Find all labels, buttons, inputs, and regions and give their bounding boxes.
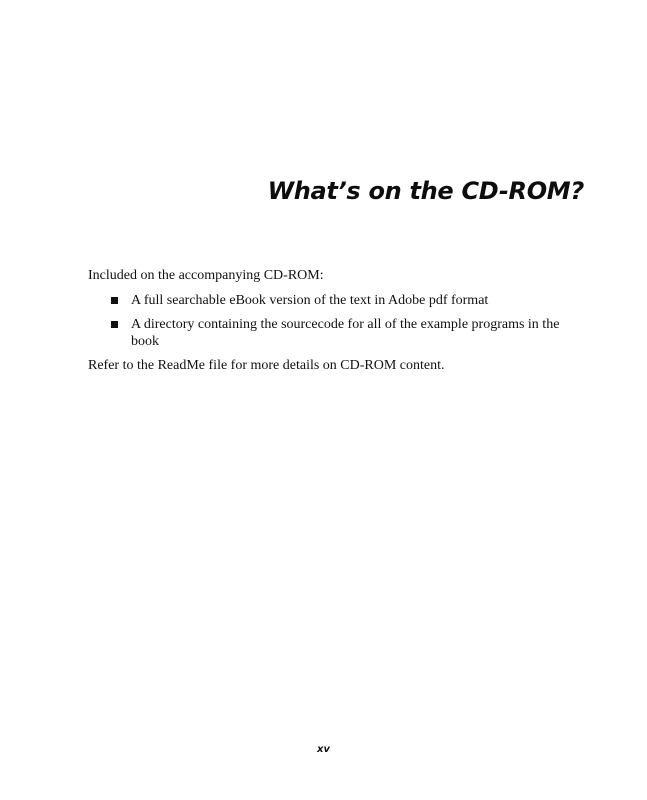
intro-paragraph: Included on the accompanying CD-ROM: [88, 268, 324, 283]
chapter-title: What’s on the CD-ROM? [267, 177, 584, 205]
page-number: xv [317, 744, 330, 755]
list-item-text: A full searchable eBook version of the text in Adobe pdf format [131, 293, 489, 308]
list-item [88, 292, 561, 309]
square-bullet-icon [111, 297, 118, 304]
body-text [88, 267, 568, 374]
bullet-list [88, 292, 568, 350]
list-item-text: A directory containing the sourcecode for all of the example programs in the book [131, 317, 560, 349]
list-item [88, 316, 561, 350]
square-bullet-icon [111, 321, 118, 328]
outro-paragraph: Refer to the ReadMe file for more details on CD-ROM content. [88, 358, 445, 373]
